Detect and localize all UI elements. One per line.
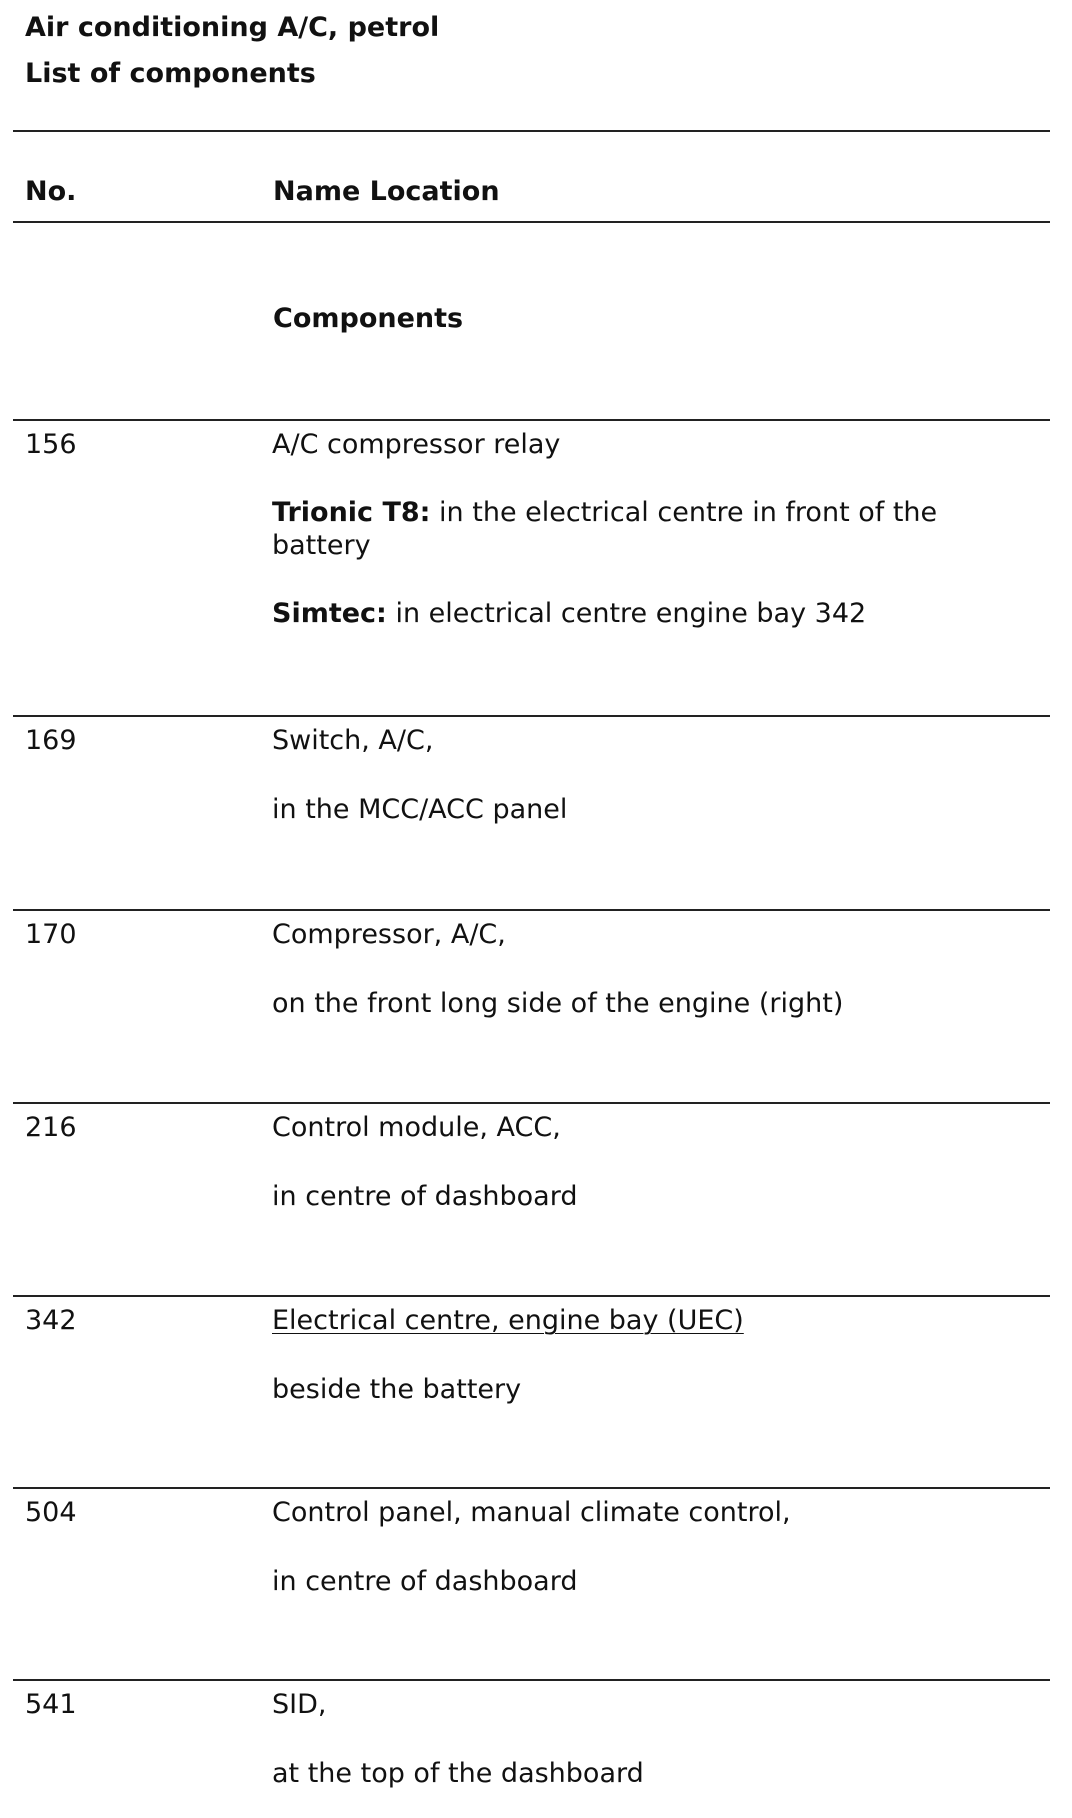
divider [13,909,1050,911]
divider [13,715,1050,717]
component-name: SID, [272,1689,327,1720]
location-text: in electrical centre engine bay 342 [386,598,867,629]
divider [13,419,1050,421]
document-title: Air conditioning A/C, petrol [25,12,440,43]
component-location: on the front long side of the engine (right) [272,988,844,1019]
divider [13,1295,1050,1297]
section-label: Components [273,303,464,334]
divider [13,1102,1050,1104]
component-location: in centre of dashboard [272,1566,578,1597]
component-location [272,496,1032,562]
location-prefix: Simtec: [272,598,387,629]
column-header-no: No. [25,176,77,207]
component-location [272,598,1032,630]
component-number: 342 [25,1305,77,1336]
component-number: 504 [25,1497,77,1528]
component-name: Control module, ACC, [272,1112,561,1143]
component-number: 156 [25,429,77,460]
component-number: 170 [25,919,77,950]
location-text: in the electrical centre in front of the battery [272,497,938,561]
divider [13,1487,1050,1489]
component-name-link[interactable]: Electrical centre, engine bay (UEC) [272,1305,744,1336]
location-prefix: Trionic T8: [272,497,431,528]
component-location: beside the battery [272,1374,522,1405]
component-name: A/C compressor relay [272,429,561,460]
component-name: Control panel, manual climate control, [272,1497,791,1528]
component-number: 169 [25,725,77,756]
component-number: 541 [25,1689,77,1720]
component-location: in centre of dashboard [272,1181,578,1212]
component-name: Compressor, A/C, [272,919,506,950]
component-name: Switch, A/C, [272,725,434,756]
divider [13,130,1050,132]
component-location: in the MCC/ACC panel [272,794,568,825]
divider [13,221,1050,223]
component-location: at the top of the dashboard [272,1758,644,1789]
divider [13,1679,1050,1681]
component-number: 216 [25,1112,77,1143]
document-subtitle: List of components [25,58,316,89]
column-header-name-location: Name Location [273,176,500,207]
